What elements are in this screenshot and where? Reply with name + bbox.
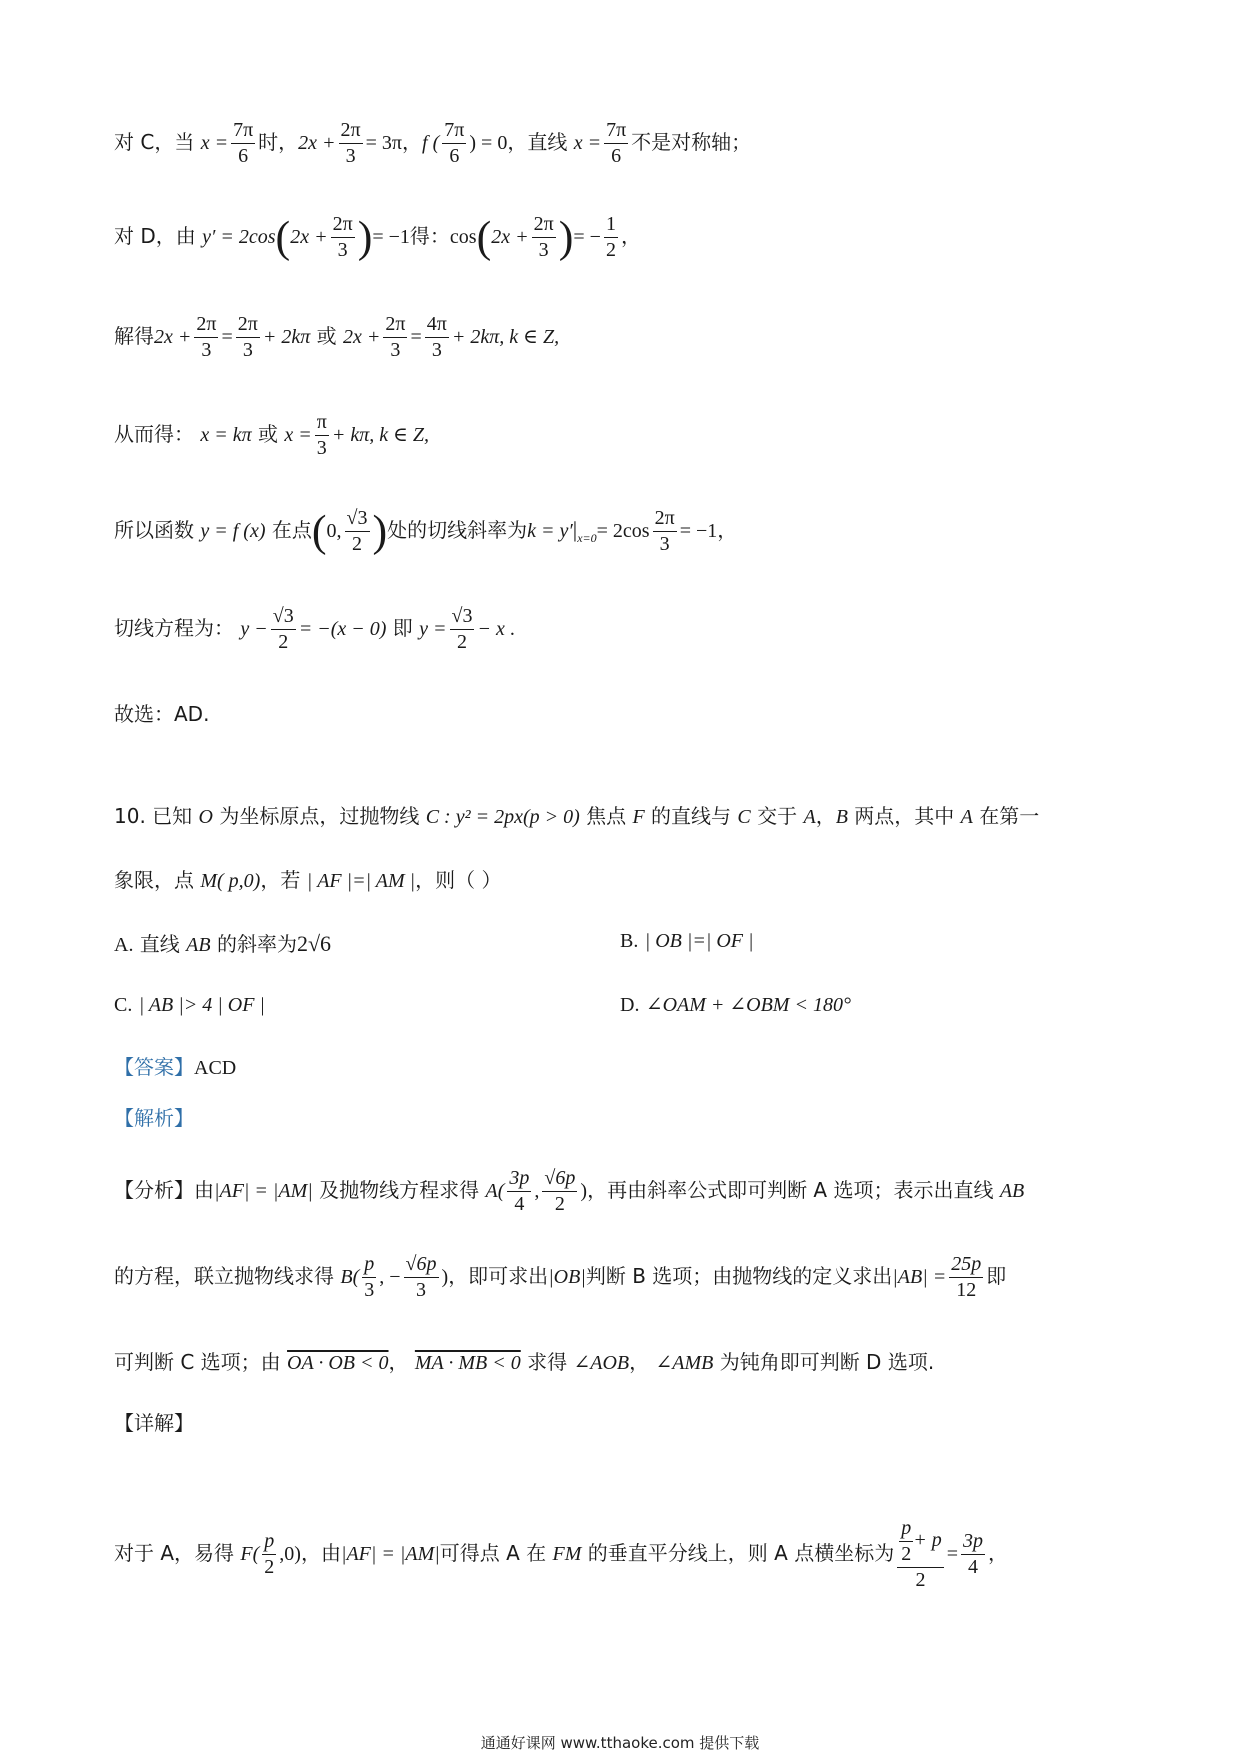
analysis-tag: 【解析】 — [114, 1106, 194, 1130]
fraction: $\frac{7\pi}{6}$ — [233, 119, 254, 167]
fraction: $\frac{√6p}{2}$ — [544, 1167, 576, 1215]
answer-line: 【答案】ACD — [114, 1055, 237, 1079]
solution-thus-line: 从而得： x = kπ 或 x = $\frac{\pi}{3}$ + kπ, k ∈ Z, — [114, 411, 430, 459]
fraction: $\frac{2\pi}{3}$ — [196, 313, 217, 361]
fraction: $\frac{2\pi}{3}$ — [533, 213, 554, 261]
analysis-line-2: 的方程，联立抛物线求得 B( $\frac{p}{3}$ , − $\frac{√6p}{3}$ )，即可求出|OB|判断 B 选项；由抛物线的定义求出|AB| = $\frac{25p}{12}$ 即 — [114, 1253, 1007, 1301]
compound-fraction: $\frac{p}{2}$ + p 2 — [897, 1516, 944, 1593]
option-b[interactable]: B. | OB |=| OF | — [620, 930, 754, 952]
fraction: $\frac{\pi}{3}$ — [316, 411, 327, 459]
fraction: $\frac{2\pi}{3}$ — [340, 119, 361, 167]
fraction: $\frac{p}{2}$ — [264, 1530, 275, 1578]
option-c[interactable]: C. | AB |> 4 | OF | — [114, 994, 265, 1016]
solution-tangent-line: 切线方程为： y − $\frac{√3}{2}$ = −(x − 0) 即 y = $\frac{√3}{2}$ − x . — [114, 605, 515, 653]
fraction: $\frac{2\pi}{3}$ — [332, 213, 353, 261]
choose-answer-line: 故选：AD. — [114, 702, 210, 726]
solution-d-line: 对 D，由 y′ = 2cos(2x + $\frac{2\pi}{3}$ )= −1得：cos(2x + $\frac{2\pi}{3}$ )= − $\frac{1}{2}$ ， — [114, 212, 641, 262]
solution-solve-line: 解得2x + $\frac{2\pi}{3}$ = $\frac{2\pi}{3}$ + 2kπ 或 2x + $\frac{2\pi}{3}$ = $\frac{4\pi}{3}$ + 2kπ, k ∈ Z, — [114, 313, 560, 361]
analysis-line-1: 【分析】由|AF| = |AM| 及抛物线方程求得 A( $\frac{3p}{4}$ , $\frac{√6p}{2}$ )，再由斜率公式即可判断 A 选项；表示出直线 AB — [114, 1167, 1025, 1215]
fraction: $\frac{√3}{2}$ — [451, 605, 473, 653]
fraction: $\frac{7\pi}{6}$ — [606, 119, 627, 167]
fraction: $\frac{p}{3}$ — [364, 1253, 375, 1301]
fraction: $\frac{2\pi}{3}$ — [654, 507, 675, 555]
option-d[interactable]: D. ∠OAM + ∠OBM < 180° — [620, 994, 851, 1016]
fraction: $\frac{2\pi}{3}$ — [237, 313, 258, 361]
fraction: $\frac{25p}{12}$ — [951, 1253, 982, 1301]
footer-watermark: 通通好课网 www.tthaoke.com 提供下载 — [480, 1734, 760, 1752]
fraction: $\frac{√3}{2}$ — [346, 507, 368, 555]
detail-line-a: 对于 A，易得 F( $\frac{p}{2}$ ,0)，由|AF| = |AM|可得点 A 在 FM 的垂直平分线上，则 A 点横坐标为 $\frac{p}{2}$ + p 2 = $\frac{3p}{4}$ ， — [114, 1517, 1008, 1591]
analysis-line-3: 可判断 C 选项；由 OA · OB < 0， MA · MB < 0 求得 ∠AOB， ∠AMB 为钝角即可判断 D 选项. — [114, 1350, 935, 1374]
fraction: $\frac{3p}{4}$ — [509, 1167, 530, 1215]
fraction: $\frac{7\pi}{6}$ — [444, 119, 465, 167]
fraction: $\frac{1}{2}$ — [605, 213, 616, 261]
solution-c-line: 对 C，当 x = $\frac{7\pi}{6}$ 时，2x + $\frac{2\pi}{3}$ = 3π，f ( $\frac{7\pi}{6}$ ) = 0，直线 x = $\frac{7\pi}{6}$ 不是对称轴； — [114, 119, 752, 167]
solution-slope-line: 所以函数 y = f (x) 在点(0, $\frac{√3}{2}$ )处的切线斜率为$k = y'|_{x=0}= 2\cos$ $\frac{2\pi}{3}$ = −1， — [114, 506, 738, 556]
fraction: $\frac{4\pi}{3}$ — [426, 313, 447, 361]
fraction: $\frac{√3}{2}$ — [272, 605, 294, 653]
option-a[interactable]: A. 直线 AB 的斜率为2√6 — [114, 931, 332, 956]
question-10-stem-2: 象限，点 M( p,0)，若 | AF |=| AM |，则（ ） — [114, 868, 502, 892]
question-10-stem: 10. 已知 O 为坐标原点，过抛物线 C : y² = 2px(p > 0) 焦点 F 的直线与 C 交于 A，B 两点，其中 A 在第一 — [114, 804, 1040, 828]
fraction: $\frac{3p}{4}$ — [962, 1530, 983, 1578]
detail-tag: 【详解】 — [114, 1411, 194, 1435]
fraction: $\frac{2\pi}{3}$ — [385, 313, 406, 361]
fraction: $\frac{√6p}{3}$ — [405, 1253, 437, 1301]
